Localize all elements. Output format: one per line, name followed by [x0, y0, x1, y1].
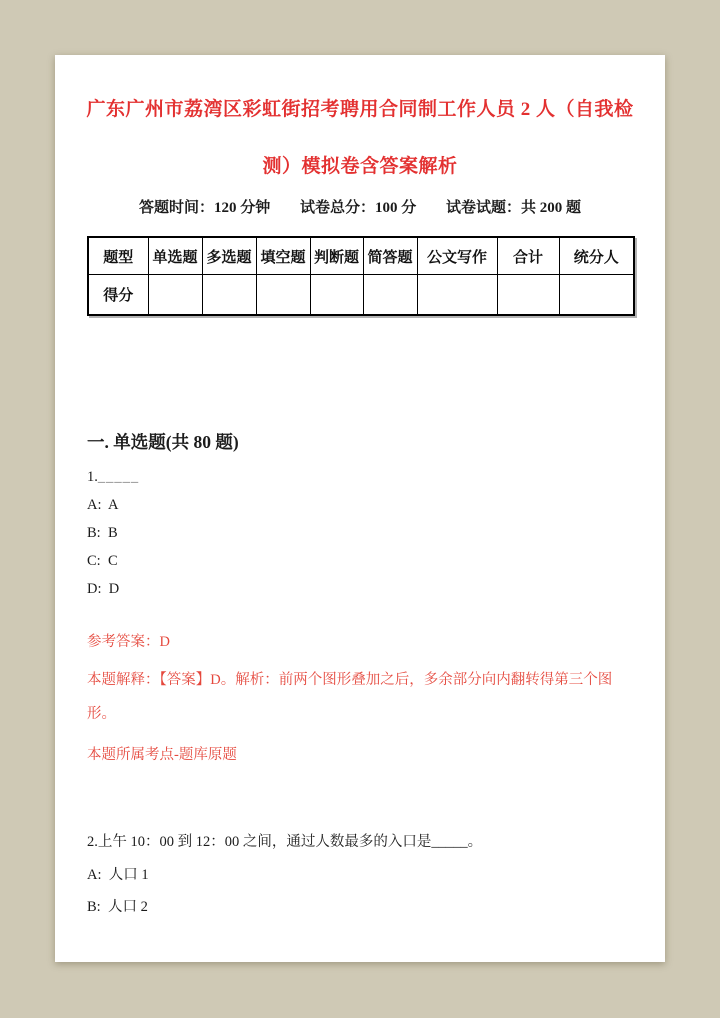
question1-option: C: C	[87, 553, 118, 569]
score-table	[87, 236, 635, 316]
reference-answer: 参考答案：D	[87, 634, 170, 650]
score-table-score-cell	[310, 275, 363, 316]
score-table-score-cell	[497, 275, 559, 316]
score-table-header-cell: 题型	[88, 237, 148, 275]
score-table-header-cell: 合计	[497, 237, 559, 275]
question1-options	[87, 491, 119, 603]
score-table-score-cell	[256, 275, 310, 316]
question2-option: B: 人口 2	[87, 899, 148, 915]
document-title-line: 测）模拟卷含答案解析	[262, 156, 458, 177]
score-table-score-row	[88, 275, 634, 316]
question1-blank: _____	[97, 469, 140, 485]
question2-options	[87, 859, 635, 923]
score-table-header-cell: 判断题	[310, 237, 363, 275]
score-table-score-cell	[148, 275, 202, 316]
question1-number: 1.	[87, 469, 98, 485]
score-table-header-cell: 单选题	[148, 237, 202, 275]
score-table-header-cell: 多选题	[202, 237, 256, 275]
question1-number-line	[87, 469, 139, 486]
score-table-header-cell: 简答题	[363, 237, 417, 275]
question1-option: B: B	[87, 525, 118, 541]
section-heading: 一. 单选题(共 80 题)	[87, 432, 239, 452]
question1-option: A: A	[87, 497, 119, 513]
exam-time: 答题时间：120 分钟	[138, 200, 271, 216]
score-table-header-row	[88, 237, 634, 275]
score-table-score-cell	[202, 275, 256, 316]
question2-text: 2.上午 10：00 到 12：00 之间，通过人数最多的入口是_____。	[87, 834, 483, 850]
score-table-header-cell: 填空题	[256, 237, 310, 275]
score-table-score-cell	[363, 275, 417, 316]
question2-option: A: 人口 1	[87, 867, 149, 883]
score-table-score-cell	[559, 275, 634, 316]
document-title	[55, 81, 665, 195]
question-source: 本题所属考点-题库原题	[87, 747, 237, 763]
score-table-header-cell: 统分人	[559, 237, 634, 275]
question1-option: D: D	[87, 581, 120, 597]
document-page	[55, 55, 665, 962]
score-table-score-cell	[417, 275, 497, 316]
score-table-score-cell: 得分	[88, 275, 148, 316]
answer-explanation: 本题解释：【答案】D。解析：前两个图形叠加之后，多余部分向内翻转得第三个图形。	[87, 672, 613, 722]
question2-block	[87, 831, 635, 923]
score-table-header-cell: 公文写作	[417, 237, 497, 275]
exam-total-score: 试卷总分：100 分	[299, 200, 417, 216]
exam-meta-line	[55, 196, 665, 217]
exam-question-count: 试卷试题：共 200 题	[446, 200, 582, 216]
document-title-line: 广东广州市荔湾区彩虹街招考聘用合同制工作人员 2 人（自我检	[86, 99, 634, 120]
question1-answer-block	[87, 631, 619, 766]
